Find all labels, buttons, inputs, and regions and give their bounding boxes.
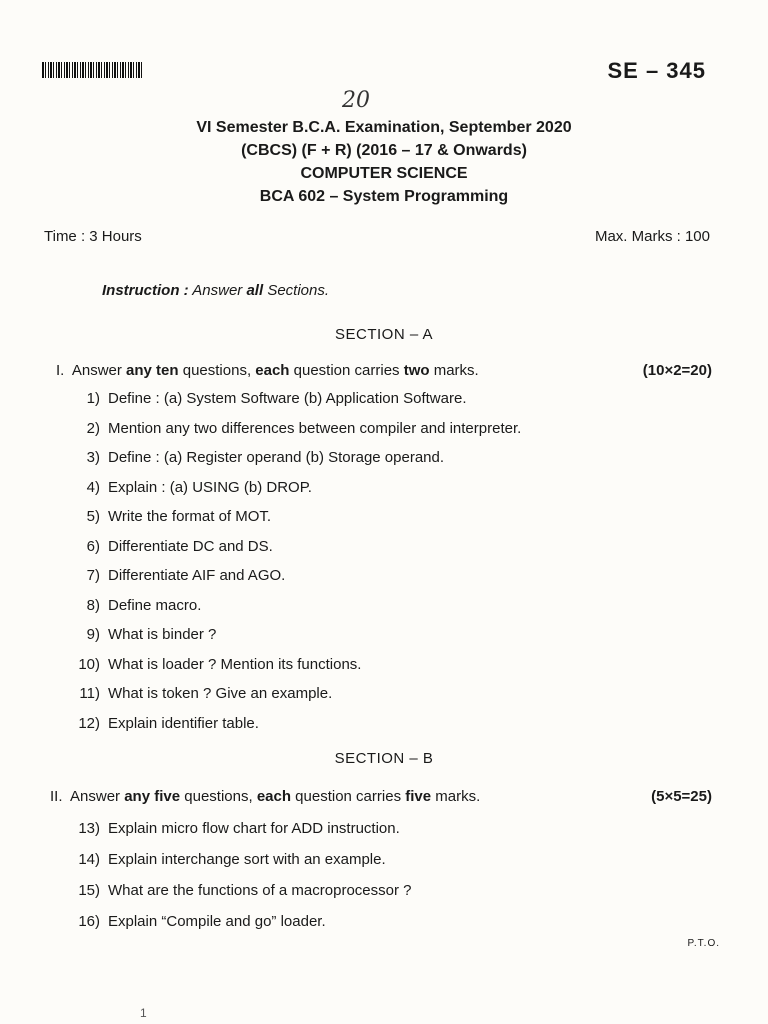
item-text: Explain identifier table. [108,714,259,732]
q-text-bold: two [403,362,430,379]
list-item [60,851,411,882]
header-paper: BCA 602 – System Programming [259,188,509,205]
list-item [60,656,521,686]
section-b-question [50,788,712,805]
list-item [60,626,521,656]
time-allowed: Time : 3 Hours [44,228,142,245]
instruction-text-bold: all [246,282,264,299]
q-text-part: question carries [289,362,404,379]
handwritten-note: 20 [342,88,370,113]
list-item [60,508,521,538]
item-number: 16) [78,913,100,930]
item-text: Mention any two differences between compiler and interpreter. [108,419,522,437]
q-text-bold: any five [124,788,181,805]
item-text: What is loader ? Mention its functions. [108,655,362,673]
section-a-question-text [56,362,479,379]
barcode-image [42,62,144,78]
item-number: 10) [78,655,100,673]
item-number: 5) [86,508,100,525]
q-text-bold: each [256,788,292,805]
item-text: Define macro. [108,596,202,614]
item-text: Differentiate DC and DS. [108,537,273,555]
paper-code: SE – 345 [607,58,706,83]
q-text-part: marks. [431,788,481,805]
list-item [60,820,411,851]
header-subject: COMPUTER SCIENCE [300,165,468,182]
q-text-part: questions, [180,788,257,805]
question-numeral: I. [56,362,65,379]
q-text-part: Answer [71,362,127,379]
header-scheme: (CBCS) (F + R) (2016 – 17 & Onwards) [241,142,527,159]
item-text: Explain : (a) USING (b) DROP. [108,478,312,496]
list-item [60,685,521,715]
q-text-part: questions, [178,362,256,379]
list-item [60,420,521,450]
header-exam-title: VI Semester B.C.A. Examination, September 2020 [196,119,572,136]
list-item [60,597,521,627]
item-number: 2) [86,419,100,437]
section-a-title: SECTION – A [334,326,434,343]
exam-header [0,116,768,208]
item-text: Define : (a) Register operand (b) Storage operand. [108,449,445,466]
item-number: 1) [86,390,100,407]
instruction-label: Instruction : [102,282,189,299]
item-text: Write the format of MOT. [108,508,272,525]
list-item [60,449,521,479]
section-a-question [56,362,712,379]
section-b-title: SECTION – B [334,750,434,767]
list-item [60,913,411,944]
question-numeral: II. [50,788,63,805]
item-number: 6) [86,537,100,555]
list-item [60,567,521,597]
item-number: 8) [86,596,100,614]
max-marks: Max. Marks : 100 [594,228,710,245]
list-item [60,479,521,509]
q-text-part: question carries [291,788,406,805]
item-text: Explain interchange sort with an example. [108,851,386,868]
item-text: Explain micro flow chart for ADD instruction. [108,820,400,837]
section-b-marks: (5×5=25) [651,788,712,805]
section-b-list [60,820,411,944]
item-number: 15) [78,882,100,899]
item-number: 4) [86,478,100,496]
item-text: Explain “Compile and go” loader. [108,913,326,930]
q-text-bold: any ten [126,362,179,379]
item-number: 11) [79,685,100,702]
item-number: 3) [86,449,100,466]
instruction [102,282,329,299]
list-item [60,390,521,420]
time-marks-row [44,228,710,245]
item-number: 12) [78,714,100,732]
q-text-part: Answer [70,788,125,805]
list-item [60,715,521,745]
item-text: Differentiate AIF and AGO. [108,567,286,584]
item-number: 13) [78,820,100,837]
q-text-part: marks. [429,362,479,379]
footer-mark: 1 [140,1006,147,1020]
q-text-bold: each [255,362,290,379]
instruction-text-post: Sections. [263,282,330,299]
section-a-marks: (10×2=20) [642,362,712,379]
instruction-text-pre: Answer [188,282,247,299]
item-text: What is binder ? [108,626,217,643]
section-b-question-text [50,788,480,805]
list-item [60,882,411,913]
section-a-list [60,390,521,744]
item-number: 14) [78,851,100,868]
item-text: What is token ? Give an example. [108,685,333,702]
item-text: Define : (a) System Software (b) Application Software. [108,390,467,407]
item-text: What are the functions of a macroprocessor ? [108,882,412,899]
q-text-bold: five [405,788,432,805]
item-number: 7) [86,567,100,584]
list-item [60,538,521,568]
pto-label: P.T.O. [687,938,720,949]
item-number: 9) [86,626,100,643]
